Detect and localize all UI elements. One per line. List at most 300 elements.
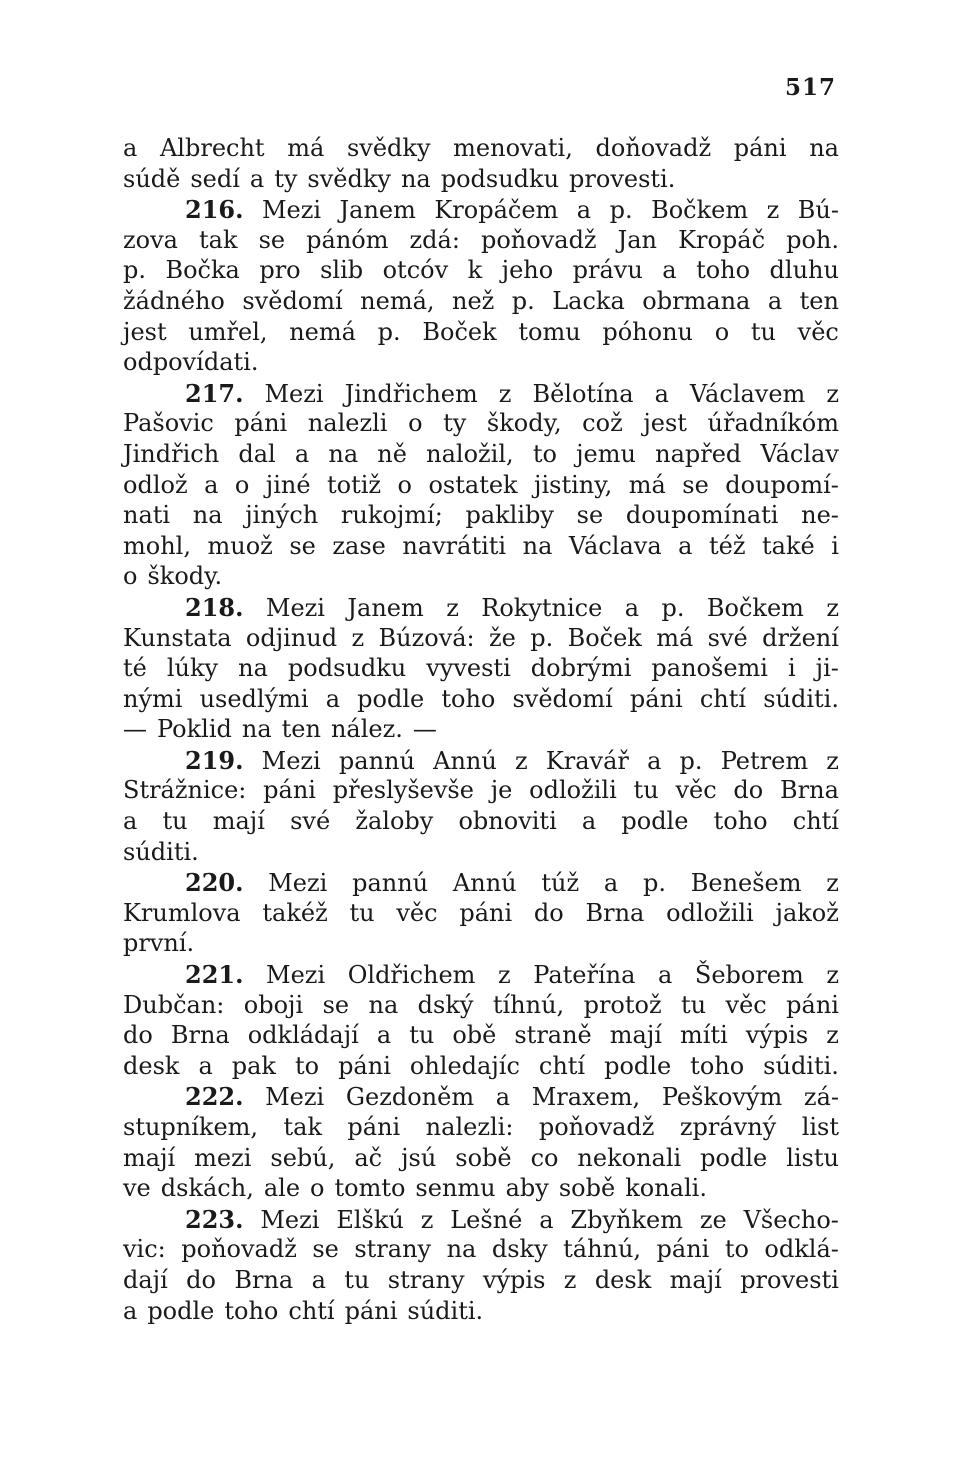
word: muož [207, 531, 273, 560]
word: z [498, 379, 512, 408]
word: přeslyševše [332, 776, 474, 805]
body-text [123, 134, 839, 1327]
word: zá- [803, 1083, 839, 1112]
word: na [238, 654, 268, 683]
word: se [576, 501, 604, 530]
word: ve [123, 1174, 151, 1203]
word: odložili [666, 898, 754, 927]
word: strany [387, 1265, 465, 1294]
word: zase [332, 531, 386, 560]
word: tu [162, 807, 188, 836]
page-number: 517 [784, 74, 836, 101]
word: Jan [617, 225, 658, 254]
word: p. [530, 623, 554, 652]
word: odpovídati. [123, 348, 259, 377]
word: mezi [194, 1143, 252, 1172]
word: sedí [190, 164, 240, 193]
word: Janem [339, 196, 416, 225]
word: též [708, 531, 746, 560]
word: což [582, 409, 623, 438]
word: pannú [338, 746, 415, 775]
word: Búzová: [378, 623, 475, 652]
word: a [678, 531, 693, 560]
word: ten [799, 286, 839, 315]
word: nými [123, 684, 183, 713]
word: věc [675, 776, 717, 805]
word: vyvesti [426, 654, 511, 683]
word: provesti [740, 1265, 839, 1294]
text-line [123, 776, 839, 807]
paragraph-start-line [123, 195, 839, 226]
word: nalezli [307, 409, 388, 438]
word: podle [700, 1143, 768, 1172]
word: Brna [585, 898, 645, 927]
word: i [787, 654, 796, 683]
word: Mezi [264, 379, 324, 408]
word: svědky [346, 134, 431, 162]
word: a [294, 439, 310, 468]
word: tu [344, 1265, 370, 1294]
word: Mezi [266, 961, 326, 990]
word: provesti. [569, 164, 676, 193]
word: že [489, 623, 516, 652]
word: a [657, 961, 673, 990]
text-line [123, 134, 839, 165]
text-line [123, 409, 839, 440]
word: súditi. [123, 837, 199, 866]
text-line [123, 1021, 839, 1052]
word: z [446, 593, 459, 622]
word: mají [609, 1021, 662, 1050]
word: obnoviti [458, 807, 557, 836]
text-line [123, 501, 839, 532]
word: slib [320, 256, 364, 285]
word: jest [643, 409, 687, 438]
word: dský [417, 990, 474, 1019]
word: zprávný [679, 1113, 777, 1141]
word: pro [259, 256, 301, 285]
word: desk [123, 1051, 180, 1080]
word: a [647, 746, 662, 775]
word: rukojmí; [340, 501, 443, 530]
word: i [831, 531, 839, 560]
word: pannú [352, 869, 429, 898]
word: jemu [576, 439, 636, 468]
word: Dubčan: [123, 990, 225, 1019]
word: z [351, 623, 365, 652]
word: toho [690, 1051, 745, 1080]
word: to [724, 1235, 749, 1264]
word: a [539, 1205, 554, 1234]
word: o [123, 562, 138, 591]
paragraph-number: 219. [185, 745, 244, 775]
word: páni [786, 990, 839, 1019]
word: ač [354, 1143, 383, 1172]
word: z [563, 1265, 577, 1294]
word: zdá: [409, 225, 460, 254]
word: ne- [801, 501, 839, 530]
word: tu [681, 990, 707, 1019]
text-line [123, 1052, 839, 1083]
word: páni [338, 1051, 391, 1080]
word: nemá [289, 317, 356, 346]
word: toho [441, 684, 496, 713]
word: Boček [422, 317, 497, 346]
word: má [628, 470, 666, 499]
word: Kravář [545, 746, 629, 775]
word: jistiny, [534, 470, 613, 499]
word: Václavem [689, 379, 806, 408]
word: tak [199, 225, 238, 254]
word: chtí [699, 684, 747, 713]
word: totiž [327, 470, 382, 499]
word: táhnú, [563, 1235, 642, 1264]
word: odlož [123, 470, 188, 499]
word: věc [725, 990, 767, 1019]
word: svědomí [512, 684, 613, 713]
word: na [400, 164, 431, 193]
word: naložil, [426, 439, 514, 468]
word: jeho [501, 256, 554, 285]
word: věc [797, 317, 839, 346]
text-line [123, 165, 839, 196]
word: z [826, 869, 839, 898]
word: a [198, 1051, 213, 1080]
word: Pateřína [533, 961, 636, 990]
word: z [826, 1021, 839, 1050]
word: jiných [245, 501, 319, 530]
word: první. [123, 929, 195, 958]
paragraph-start-line [123, 1082, 839, 1113]
word: na [328, 439, 359, 468]
word: odklá- [764, 1235, 839, 1264]
word: Strážnice: [123, 776, 247, 805]
word: Mezi [261, 746, 321, 775]
word: na [446, 1235, 477, 1264]
word: aby [505, 1174, 549, 1203]
word: sebú, [270, 1143, 336, 1172]
word: desk [594, 1265, 652, 1294]
word: ně [377, 439, 407, 468]
word: dskách, [160, 1174, 254, 1203]
word: ohledajíc [409, 1051, 520, 1080]
word: ji- [815, 654, 839, 683]
text-line [123, 226, 839, 257]
text-line [123, 1144, 839, 1175]
word: ostatek [428, 470, 518, 499]
word: súditi. [763, 1051, 839, 1080]
word: co [530, 1143, 559, 1172]
paragraph-number: 221. [185, 960, 244, 990]
word: — [412, 715, 437, 744]
word: toho [224, 1296, 279, 1325]
word: súditi. [763, 684, 839, 713]
word: p. [642, 869, 666, 898]
word: straně [514, 1021, 592, 1050]
word: do [186, 1265, 216, 1294]
word: mají [123, 1143, 176, 1172]
word: na [522, 531, 553, 560]
word: tu [633, 776, 659, 805]
word: také [762, 531, 815, 560]
paragraph-number: 220. [185, 868, 244, 898]
word: páni [629, 684, 683, 713]
word: ze [699, 1205, 727, 1234]
word: a [603, 869, 619, 898]
word: strany [354, 1235, 432, 1264]
word: jest [123, 317, 167, 346]
word: to [532, 439, 557, 468]
word: oboji [243, 990, 304, 1019]
word: menovati, [453, 134, 573, 162]
word: ten [281, 715, 321, 744]
word: Václava [568, 531, 662, 560]
word: je [490, 776, 513, 805]
word: nález. [330, 715, 403, 744]
word: mají [212, 807, 265, 836]
word: Lešné [450, 1205, 523, 1234]
text-line [123, 1266, 839, 1297]
paragraph-number: 217. [185, 378, 244, 408]
text-line [123, 532, 839, 563]
word: Mezi [265, 1083, 325, 1112]
text-line [123, 440, 839, 471]
word: p. [609, 196, 633, 225]
word: své [290, 807, 331, 836]
word: poh. [786, 225, 839, 254]
word: mohl, [123, 531, 191, 560]
word: p. [661, 593, 685, 622]
word: dsky [491, 1235, 548, 1264]
paragraph-start-line [123, 868, 839, 899]
word: Mraxem, [531, 1083, 641, 1112]
word: poňovadž [480, 225, 597, 254]
word: Krumlova [123, 898, 241, 927]
word: tu [750, 317, 776, 346]
word: p. [377, 317, 401, 346]
word: Benešem [690, 869, 802, 898]
word: a [123, 134, 138, 162]
word: toho [713, 807, 768, 836]
word: tomu [518, 317, 581, 346]
word: napřed [655, 439, 742, 468]
text-line [123, 1113, 839, 1144]
word: usedlými [199, 684, 309, 713]
word: ty [443, 409, 467, 438]
word: páni [263, 776, 316, 805]
word: z [515, 746, 528, 775]
word: páni [344, 1296, 398, 1325]
word: z [826, 593, 839, 622]
word: Bočkem [706, 593, 804, 622]
paragraph-start-line [123, 960, 839, 991]
word: žádného [123, 286, 225, 315]
word: Bočkem [651, 196, 749, 225]
word: obě [452, 1021, 497, 1050]
word: a [311, 1265, 326, 1294]
word: podsudku [287, 654, 407, 683]
word: nemá, [360, 286, 435, 315]
word: sobě [558, 1174, 616, 1203]
word: takéž [262, 898, 328, 927]
word: pak [231, 1051, 276, 1080]
word: panošemi [651, 654, 768, 683]
word: súditi. [407, 1296, 484, 1325]
word: má [656, 623, 694, 652]
word: lúky [166, 654, 219, 683]
word: podle [621, 807, 689, 836]
word: p. [511, 286, 535, 315]
word: z [420, 1205, 434, 1234]
text-line [123, 929, 839, 960]
word: Bú- [797, 196, 839, 225]
word: z [826, 961, 839, 990]
word: a [123, 807, 138, 836]
word: a [624, 593, 640, 622]
word: podle [604, 1051, 672, 1080]
word: Albrecht [159, 134, 265, 162]
word: tak [283, 1113, 322, 1141]
word: a [376, 1021, 392, 1050]
word: Oldřichem [347, 961, 476, 990]
word: doňovadž [595, 134, 712, 162]
word: navrátiti [402, 531, 507, 560]
word: a [123, 1296, 138, 1325]
paragraph-start-line [123, 379, 839, 410]
word: Bělotína [532, 379, 634, 408]
word: a [204, 470, 219, 499]
word: věc [396, 898, 438, 927]
word: zova [123, 225, 178, 254]
word: svědky [307, 164, 391, 193]
word: se [289, 531, 316, 560]
word: Janem [347, 593, 424, 622]
word: tu [349, 898, 375, 927]
word: protož [583, 990, 662, 1019]
word: páni [656, 1235, 710, 1264]
word: své [707, 623, 748, 652]
word: má [287, 134, 325, 162]
word: ty [274, 164, 298, 193]
word: chtí [792, 807, 839, 836]
word: Gezdoněm [345, 1083, 475, 1112]
word: Peškovým [661, 1083, 783, 1112]
word: výpis [482, 1265, 546, 1294]
word: se [682, 470, 709, 499]
word: žaloby [355, 807, 434, 836]
word: Kunstata [123, 623, 232, 652]
word: se [258, 225, 286, 254]
word: Poklid [157, 715, 232, 744]
text-line [123, 715, 839, 746]
word: Všecho- [743, 1205, 839, 1234]
word: pakliby [465, 501, 554, 530]
word: tu [409, 1021, 435, 1050]
word: Kropáč [678, 225, 766, 254]
word: pánóm [306, 225, 389, 254]
word: té [123, 654, 147, 683]
word: škody. [147, 562, 223, 591]
word: Brna [234, 1265, 294, 1294]
word: Boček [567, 623, 642, 652]
word: podsudku [440, 164, 560, 193]
word: p. [679, 746, 703, 775]
word: póhonu [602, 317, 693, 346]
word: to [294, 1051, 320, 1080]
word: odkládají [247, 1021, 359, 1050]
word: nekonali [577, 1143, 682, 1172]
word: než [451, 286, 495, 315]
word: jsú [401, 1143, 437, 1172]
word: na [368, 990, 399, 1019]
paragraph-start-line [123, 1205, 839, 1236]
word: na [809, 134, 839, 162]
paragraph-number: 218. [185, 592, 244, 622]
word: Mezi [265, 593, 325, 622]
word: úřadníkóm [707, 409, 839, 438]
word: o [397, 470, 412, 499]
word: do [123, 1021, 153, 1050]
word: páni [234, 409, 288, 438]
word: listu [786, 1143, 839, 1172]
text-line [123, 318, 839, 349]
text-line [123, 287, 839, 318]
word: nati [123, 501, 171, 530]
word: Pašovic [123, 409, 214, 438]
word: Elškú [336, 1205, 404, 1234]
word: Annú [452, 869, 517, 898]
text-line [123, 348, 839, 379]
word: z [766, 196, 780, 225]
word: a [249, 164, 265, 193]
word: páni [459, 898, 513, 927]
word: Jindřich [123, 439, 220, 468]
word: Rokytnice [481, 593, 603, 622]
word: z [826, 746, 839, 775]
word: Šeborem [694, 961, 804, 990]
word: odložili [529, 776, 617, 805]
text-line [123, 624, 839, 655]
text-line [123, 256, 839, 287]
word: a [662, 256, 677, 285]
word: na [241, 715, 272, 744]
word: k [467, 256, 483, 285]
word: obrmana [642, 286, 751, 315]
word: podle [357, 684, 425, 713]
word: Bočka [165, 256, 240, 285]
word: dal [238, 439, 276, 468]
word: na [192, 501, 223, 530]
paragraph-number: 216. [185, 195, 244, 225]
word: poňovadž [538, 1113, 655, 1141]
word: páni [733, 134, 787, 162]
word: právu [572, 256, 643, 285]
word: dají [123, 1265, 168, 1294]
paragraph-start-line [123, 746, 839, 777]
word: páni [347, 1113, 401, 1141]
word: Mezi [260, 1205, 320, 1234]
word: stupníkem, [123, 1113, 259, 1141]
word: o [234, 470, 250, 499]
word: p. [123, 256, 146, 285]
word: držení [762, 623, 839, 652]
word: otcóv [382, 256, 449, 285]
text-line [123, 1174, 839, 1205]
word: poňovadž [181, 1235, 297, 1264]
paragraph-number: 223. [185, 1204, 244, 1234]
word: z [498, 961, 511, 990]
word: Zbyňkem [570, 1205, 683, 1234]
